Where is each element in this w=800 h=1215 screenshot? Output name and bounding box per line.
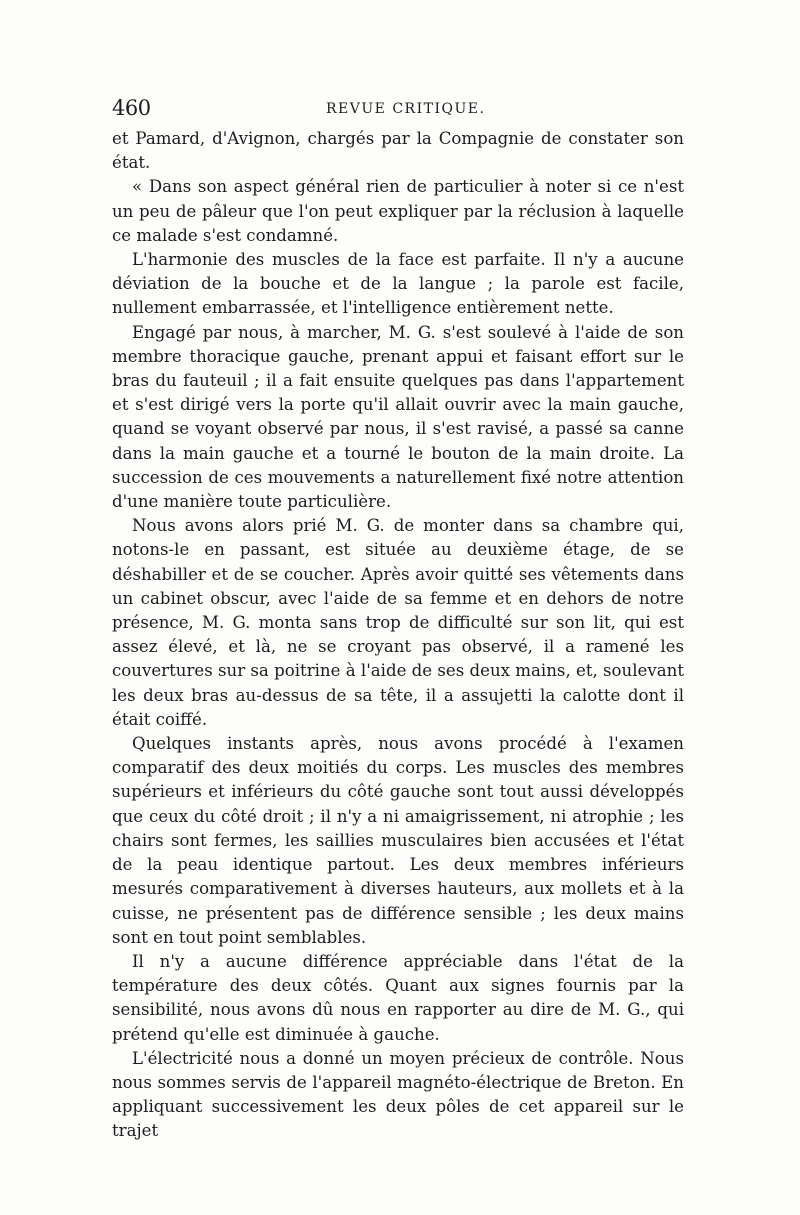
paragraph: « Dans son aspect général rien de particulier à noter si ce n'est un peu de pâleur que l'on peut expliquer par la réclusion à laquelle ce malade s'est condamné. <box>112 177 684 245</box>
paragraph: et Pamard, d'Avignon, chargés par la Compagnie de constater son état. <box>112 129 684 173</box>
body-text <box>112 127 684 1144</box>
paragraph: L'harmonie des muscles de la face est parfaite. Il n'y a aucune déviation de la bouche et de la langue ; la parole est facile, nullement embarrassée, et l'intelligence entièrement nette. <box>112 250 684 318</box>
page-header <box>112 96 684 124</box>
paragraph: Nous avons alors prié M. G. de monter dans sa chambre qui, notons-le en passant, est située au deuxième étage, de se déshabiller et de se coucher. Après avoir quitté ses vêtements dans un cabinet obscur, avec l'aide de sa femme et en dehors de notre présence, M. G. monta sans trop de difficulté sur son lit, qui est assez élevé, et là, ne se croyant pas observé, il a ramené les couvertures sur sa poitrine à l'aide de ses deux mains, et, soulevant les deux bras au-dessus de sa tête, il a assujetti la calotte dont il était coiffé. <box>112 516 684 729</box>
paragraph: Il n'y a aucune différence appréciable dans l'état de la température des deux côtés. Quant aux signes fournis par la sensibilité, nous avons dû nous en rapporter au dire de M. G., qui prétend qu'elle est diminuée à gauche. <box>112 951 684 1044</box>
running-title: REVUE CRITIQUE. <box>326 101 486 117</box>
page-number: 460 <box>112 96 151 120</box>
paragraph: Engagé par nous, à marcher, M. G. s'est soulevé à l'aide de son membre thoracique gauche, prenant appui et faisant effort sur le bras du fauteuil ; il a fait ensuite quelques pas dans l'appartement et s'est dirigé vers la porte qu'il allait ouvrir avec la main gauche, quand se voyant observé par nous, il s'est ravisé, a passé sa canne dans la main gauche et a tourné le bouton de la main droite. La succession de ces mouvements a naturellement fixé notre attention d'une manière toute particulière. <box>112 322 684 512</box>
paragraph: L'électricité nous a donné un moyen précieux de contrôle. Nous nous sommes servis de l'appareil magnéto-électrique de Breton. En appliquant successivement les deux pôles de cet appareil sur le trajet <box>112 1048 684 1141</box>
paragraph: Quelques instants après, nous avons procédé à l'examen comparatif des deux moitiés du corps. Les muscles des membres supérieurs et inférieurs du côté gauche sont tout aussi développés que ceux du côté droit ; il n'y a ni amaigrissement, ni atrophie ; les chairs sont fermes, les saillies musculaires bien accusées et l'état de la peau identique partout. Les deux membres inférieurs mesurés comparativement à diverses hauteurs, aux mollets et à la cuisse, ne présentent pas de différence sensible ; les deux mains sont en tout point semblables. <box>112 734 684 947</box>
